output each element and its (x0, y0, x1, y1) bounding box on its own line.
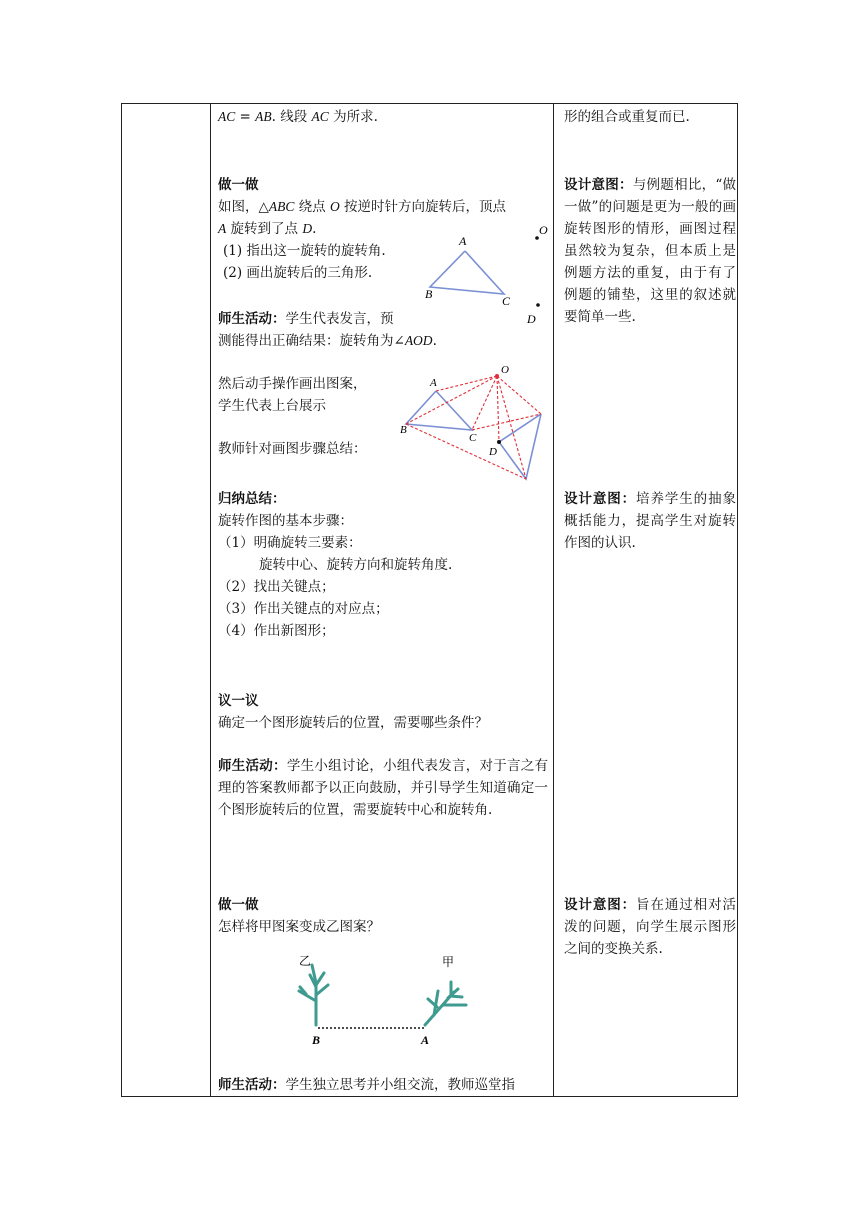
column-divider-2 (553, 104, 554, 1096)
design-intent-2: 设计意图：培养学生的抽象概括能力，提高学生对旋转作图的认识. (564, 491, 737, 551)
teacher-student-activity-3: 师生活动：学生独立思考并小组交流，教师巡堂指 (218, 1077, 515, 1093)
right-top-line: 形的组合或重复而已. (564, 109, 690, 125)
vertex-label-A: A (430, 377, 437, 389)
section-heading: 议一议 (218, 693, 259, 709)
vertex-label-A: A (459, 234, 467, 248)
rotation-construction-figure (400, 362, 560, 477)
section-heading: 做一做 (218, 177, 259, 193)
point-label-O: O (539, 223, 548, 237)
section-heading: 做一做 (218, 897, 259, 913)
design-intent-1: 设计意图：与例题相比，“做一做”的问题是更为一般的画旋转图形的情形，画图过程虽然较为复杂，但本质上是例题方法的重复，由于有了例题的铺垫，这里的叙述就要简单一些. (564, 177, 737, 325)
problem-item-1: (1) 指出这一旋转的旋转角. (223, 243, 386, 259)
column-divider-1 (210, 104, 211, 1096)
lesson-table (121, 103, 738, 1097)
problem-item-2: (2) 画出旋转后的三角形. (223, 265, 373, 281)
point-label-B: B (312, 1033, 321, 1047)
problem-line-2: A 旋转到了点 D. (218, 221, 317, 237)
point-label-D: D (527, 312, 536, 326)
tree-transform-figure (288, 947, 478, 1047)
vertex-label-C: C (469, 432, 477, 444)
design-intent-3: 设计意图：旨在通过相对活泼的问题，向学生展示图形之间的变换关系. (564, 897, 737, 957)
summary-heading: 归纳总结： (218, 491, 286, 507)
top-answer-line: AC = AB. 线段 AC 为所求. (218, 109, 378, 125)
label-yi: 乙 (299, 954, 312, 968)
teacher-student-activity-1: 师生活动：学生代表发言，预 测能得出正确结果：旋转角为∠AOD. 然后动手操作画出图案， 学生代表上台展示 教师针对画图步骤总结： (218, 311, 437, 457)
vertex-label-C: C (502, 294, 511, 308)
point-label-D: D (489, 446, 497, 458)
point-label-O: O (501, 364, 509, 376)
label-jia: 甲 (442, 955, 455, 969)
vertex-label-B: B (425, 287, 433, 301)
zuo-yi-zuo-2-section: 做一做 怎样将甲图案变成乙图案？ (218, 894, 548, 938)
problem-line-1: 如图，△ABC 绕点 O 按逆时针方向旋转后，顶点 (218, 199, 507, 215)
yi-yi-yi-section: 议一议 确定一个图形旋转后的位置，需要哪些条件？ 师生活动：学生小组讨论，小组代表发言，对于言之有理的答案教师都予以正向鼓励，并引导学生知道确定一个图形旋转后的位置，需要旋转中心和旋转角. (218, 690, 548, 821)
summary-section: 归纳总结： 旋转作图的基本步骤： （1）明确旋转三要素： 旋转中心、旋转方向和旋转角度. （2）找出关键点； （3）作出关键点的对应点； （4）作出新图形； (218, 488, 548, 642)
point-label-A: A (421, 1033, 430, 1047)
vertex-label-B: B (400, 424, 407, 436)
